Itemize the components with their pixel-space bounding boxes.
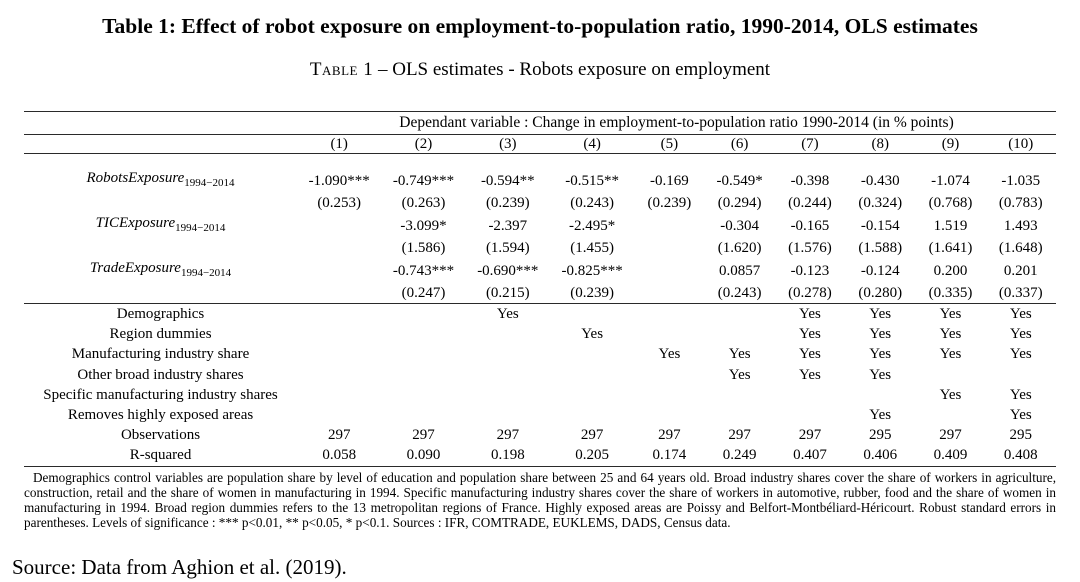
table-row [24, 344, 1056, 364]
coefficient-cell: 1.493 [1003, 217, 1038, 234]
column-header: (7) [775, 135, 845, 154]
table-row [24, 365, 1056, 385]
page-title: Table 1: Effect of robot exposure on employment-to-population ratio, 1990-2014, OLS estimates [102, 14, 978, 38]
coefficient-cell: -0.549* [716, 172, 763, 189]
standard-error-cell: (0.243) [717, 285, 762, 301]
standard-error-row [24, 193, 1056, 213]
coefficient-cell [297, 213, 381, 238]
value-cell: Yes [939, 346, 962, 363]
column-number-row [24, 135, 1056, 154]
coefficient-cell: -0.749*** [392, 172, 455, 189]
variable-label [24, 168, 297, 193]
coefficient-cell [634, 258, 704, 283]
value-cell [381, 405, 465, 425]
variable-subscript: 1994−2014 [180, 267, 232, 279]
value-cell [986, 365, 1056, 385]
table-row [24, 405, 1056, 425]
standard-error-cell: (1.455) [570, 240, 614, 256]
coefficient-cell: -0.430 [860, 172, 900, 189]
value-cell: Yes [1009, 346, 1032, 363]
value-cell: Yes [1009, 407, 1032, 424]
standard-error-cell: (0.335) [928, 285, 973, 301]
value-cell [550, 405, 634, 425]
column-header: (1) [297, 135, 381, 154]
coefficient-cell: 0.201 [1003, 262, 1038, 279]
value-cell: Yes [496, 306, 519, 322]
coefficient-cell: 0.200 [933, 262, 968, 279]
value-cell: Yes [799, 326, 821, 343]
value-cell [466, 365, 550, 385]
column-header: (5) [634, 135, 704, 154]
coefficient-cell: -0.304 [720, 217, 760, 234]
value-cell: 0.409 [933, 447, 968, 464]
value-cell [634, 385, 704, 405]
standard-error-cell: (1.641) [928, 240, 973, 256]
value-cell [775, 385, 845, 405]
column-header: (6) [705, 135, 775, 154]
standard-error-cell: (1.594) [485, 240, 530, 256]
coefficient-cell: -0.594** [480, 172, 535, 189]
coefficient-cell: 0.0857 [719, 262, 761, 279]
coefficient-cell: -2.397 [488, 217, 528, 234]
value-cell: Yes [728, 366, 751, 383]
value-cell: 297 [939, 427, 962, 444]
value-cell: 295 [1009, 427, 1033, 444]
standard-error-cell: (0.239) [647, 195, 692, 211]
value-cell [297, 324, 381, 344]
table-caption-text: – OLS estimates - Robots exposure on employment [373, 59, 771, 80]
value-cell: 0.174 [652, 447, 687, 464]
value-cell [381, 324, 465, 344]
coefficient-row [24, 258, 1056, 283]
coefficient-cell: -1.090*** [308, 172, 370, 189]
value-cell [381, 365, 465, 385]
value-cell: Yes [799, 346, 821, 363]
empty-label-cell [24, 238, 297, 258]
column-header: (9) [915, 135, 985, 154]
standard-error-cell [634, 283, 704, 304]
standard-error-cell: (0.768) [928, 195, 973, 211]
value-cell: 295 [868, 427, 892, 444]
value-cell [297, 405, 381, 425]
variable-label [24, 213, 297, 238]
coefficient-row [24, 168, 1056, 193]
standard-error-cell: (0.239) [485, 195, 530, 211]
value-cell [705, 304, 775, 325]
standard-error-cell: (1.586) [401, 240, 446, 256]
coefficient-cell: -0.825*** [561, 262, 623, 279]
standard-error-cell: (0.278) [788, 285, 832, 301]
value-cell [705, 405, 775, 425]
coefficient-cell: -0.165 [790, 217, 830, 234]
value-cell: 0.408 [1003, 447, 1038, 464]
table-footnote: Demographics control variables are population share by level of education and population share between 25 and 64 years old. Broad industry shares cover the share of workers in agriculture, construction, retail and the share of women in manufacturing in 1994. Specific manufacturing industry shares cover the share of workers in automotive, rubber, food and the share of women in manufacturing in 1994. Broad region dummies refers to the 13 metropolitan regions of France. Highly exposed areas are Poissy and Belfort-Montbéliard-Héricourt. Robust standard errors in parentheses. Levels of significance : *** p<0.01, ** p<0.05, * p<0.1. Sources : IFR, COMTRADE, EUKLEMS, DADS, Census data. [24, 469, 1056, 530]
variable-name: TradeExposure [89, 260, 181, 276]
value-cell [466, 385, 550, 405]
standard-error-row [24, 238, 1056, 258]
value-cell [466, 324, 550, 344]
standard-error-cell: (1.588) [858, 240, 903, 256]
value-cell: 297 [728, 427, 751, 444]
coefficient-row [24, 213, 1056, 238]
standard-error-cell: (0.294) [717, 195, 762, 211]
standard-error-cell: (0.253) [317, 195, 362, 211]
standard-error-cell: (0.243) [570, 195, 614, 211]
table-row [24, 324, 1056, 344]
standard-error-cell: (0.263) [401, 195, 446, 211]
value-cell: 0.407 [793, 447, 827, 464]
value-cell: 0.406 [863, 447, 898, 464]
variable-label [24, 258, 297, 283]
coefficient-cell: -0.743*** [392, 262, 455, 279]
value-cell: 0.058 [322, 447, 357, 464]
value-cell [634, 405, 704, 425]
coefficient-cell: -0.398 [790, 172, 830, 189]
value-cell [634, 304, 704, 325]
dependent-variable-header: Dependant variable : Change in employment-to-population ratio 1990-2014 (in % points) [297, 112, 1056, 135]
table-caption-label: Table 1 [309, 59, 374, 80]
standard-error-row [24, 283, 1056, 304]
row-label: Removes highly exposed areas [67, 407, 254, 424]
value-cell [705, 324, 775, 344]
standard-error-cell [297, 238, 381, 258]
standard-error-cell: (0.337) [998, 285, 1043, 301]
table-row [24, 304, 1056, 325]
coefficient-cell: -0.690*** [477, 262, 539, 279]
standard-error-cell: (0.324) [858, 195, 903, 211]
value-cell: 0.198 [490, 447, 525, 464]
dependent-variable-row [24, 112, 1056, 135]
table-caption [0, 58, 1080, 82]
value-cell: Yes [939, 306, 962, 322]
coefficient-cell: -0.515** [565, 172, 619, 189]
value-cell: Yes [939, 326, 962, 343]
standard-error-cell: (0.215) [485, 285, 530, 301]
value-cell: 0.090 [406, 447, 441, 464]
row-label: Observations [120, 427, 201, 444]
coefficient-cell: 1.519 [933, 217, 968, 234]
coefficient-cell: -1.035 [1001, 172, 1041, 189]
variable-subscript: 1994−2014 [175, 222, 226, 234]
variable-name: TICExposure [95, 215, 176, 231]
value-cell: Yes [1009, 326, 1032, 343]
table-row [24, 425, 1056, 445]
empty-label-cell [24, 193, 297, 213]
value-cell [550, 344, 634, 364]
standard-error-cell: (1.648) [998, 240, 1043, 256]
coefficient-cell [297, 258, 381, 283]
row-label: Demographics [116, 306, 205, 322]
spacer-row [24, 154, 1056, 169]
column-header: (2) [381, 135, 465, 154]
table-row [24, 385, 1056, 405]
standard-error-cell: (0.244) [788, 195, 832, 211]
variable-name: RobotsExposure [86, 170, 185, 186]
regression-table [24, 111, 1056, 467]
value-cell: 297 [658, 427, 681, 444]
value-cell [297, 344, 381, 364]
value-cell [845, 385, 915, 405]
empty-header-cell [24, 112, 297, 135]
column-header: (10) [986, 135, 1056, 154]
value-cell: 297 [798, 427, 822, 444]
value-cell [705, 385, 775, 405]
value-cell: Yes [869, 346, 892, 363]
column-header: (4) [550, 135, 634, 154]
value-cell [634, 365, 704, 385]
standard-error-cell: (0.280) [858, 285, 903, 301]
coefficient-cell: -1.074 [931, 172, 970, 189]
empty-header-cell [24, 135, 297, 154]
value-cell [915, 405, 985, 425]
value-cell [297, 385, 381, 405]
value-cell [297, 304, 381, 325]
value-cell: 297 [412, 427, 435, 444]
value-cell [466, 405, 550, 425]
coefficient-cell: -3.099* [400, 217, 447, 234]
value-cell: Yes [728, 346, 751, 363]
value-cell: 0.249 [722, 447, 757, 464]
value-cell: Yes [658, 346, 681, 363]
value-cell [550, 385, 634, 405]
row-label: Manufacturing industry share [71, 346, 250, 363]
source-note: Source: Data from Aghion et al. (2019). [12, 554, 347, 579]
coefficients-section [24, 154, 1056, 304]
coefficient-cell: -0.124 [860, 262, 900, 279]
value-cell [297, 365, 381, 385]
value-cell [634, 324, 704, 344]
value-cell [550, 365, 634, 385]
table-row [24, 445, 1056, 466]
value-cell: Yes [1009, 306, 1032, 322]
value-cell: Yes [799, 366, 821, 383]
coefficient-cell [634, 213, 704, 238]
value-cell [381, 344, 465, 364]
standard-error-cell: (1.576) [788, 240, 832, 256]
coefficient-cell: -0.123 [790, 262, 830, 279]
value-cell: Yes [1009, 386, 1032, 403]
value-cell: 297 [580, 427, 604, 444]
value-cell [915, 365, 985, 385]
value-cell: Yes [869, 326, 892, 343]
standard-error-cell: (0.247) [401, 285, 446, 301]
row-label: Other broad industry shares [77, 366, 244, 383]
value-cell: 297 [496, 427, 520, 444]
value-cell: Yes [581, 326, 604, 343]
row-label: Region dummies [109, 326, 212, 343]
standard-error-cell: (0.783) [998, 195, 1043, 211]
value-cell [775, 405, 845, 425]
coefficient-cell: -0.154 [860, 217, 900, 234]
value-cell [381, 304, 465, 325]
value-cell [381, 385, 465, 405]
coefficient-cell: -2.495* [569, 217, 616, 234]
value-cell: Yes [939, 386, 962, 403]
value-cell: Yes [869, 366, 892, 383]
row-label: R-squared [129, 447, 192, 464]
coefficient-cell: -0.169 [650, 172, 689, 189]
row-label: Specific manufacturing industry shares [43, 386, 278, 403]
value-cell: Yes [869, 407, 892, 424]
standard-error-cell [297, 283, 381, 304]
standard-error-cell: (1.620) [717, 240, 762, 256]
value-cell: Yes [869, 306, 892, 322]
standard-error-cell: (0.239) [570, 285, 614, 301]
controls-section [24, 304, 1056, 467]
empty-label-cell [24, 283, 297, 304]
value-cell: 0.205 [575, 447, 609, 464]
standard-error-cell [634, 238, 704, 258]
value-cell [466, 344, 550, 364]
value-cell: Yes [799, 306, 821, 322]
column-header: (8) [845, 135, 915, 154]
value-cell: 297 [327, 427, 351, 444]
column-header: (3) [466, 135, 550, 154]
variable-subscript: 1994−2014 [184, 177, 235, 189]
value-cell [550, 304, 634, 325]
